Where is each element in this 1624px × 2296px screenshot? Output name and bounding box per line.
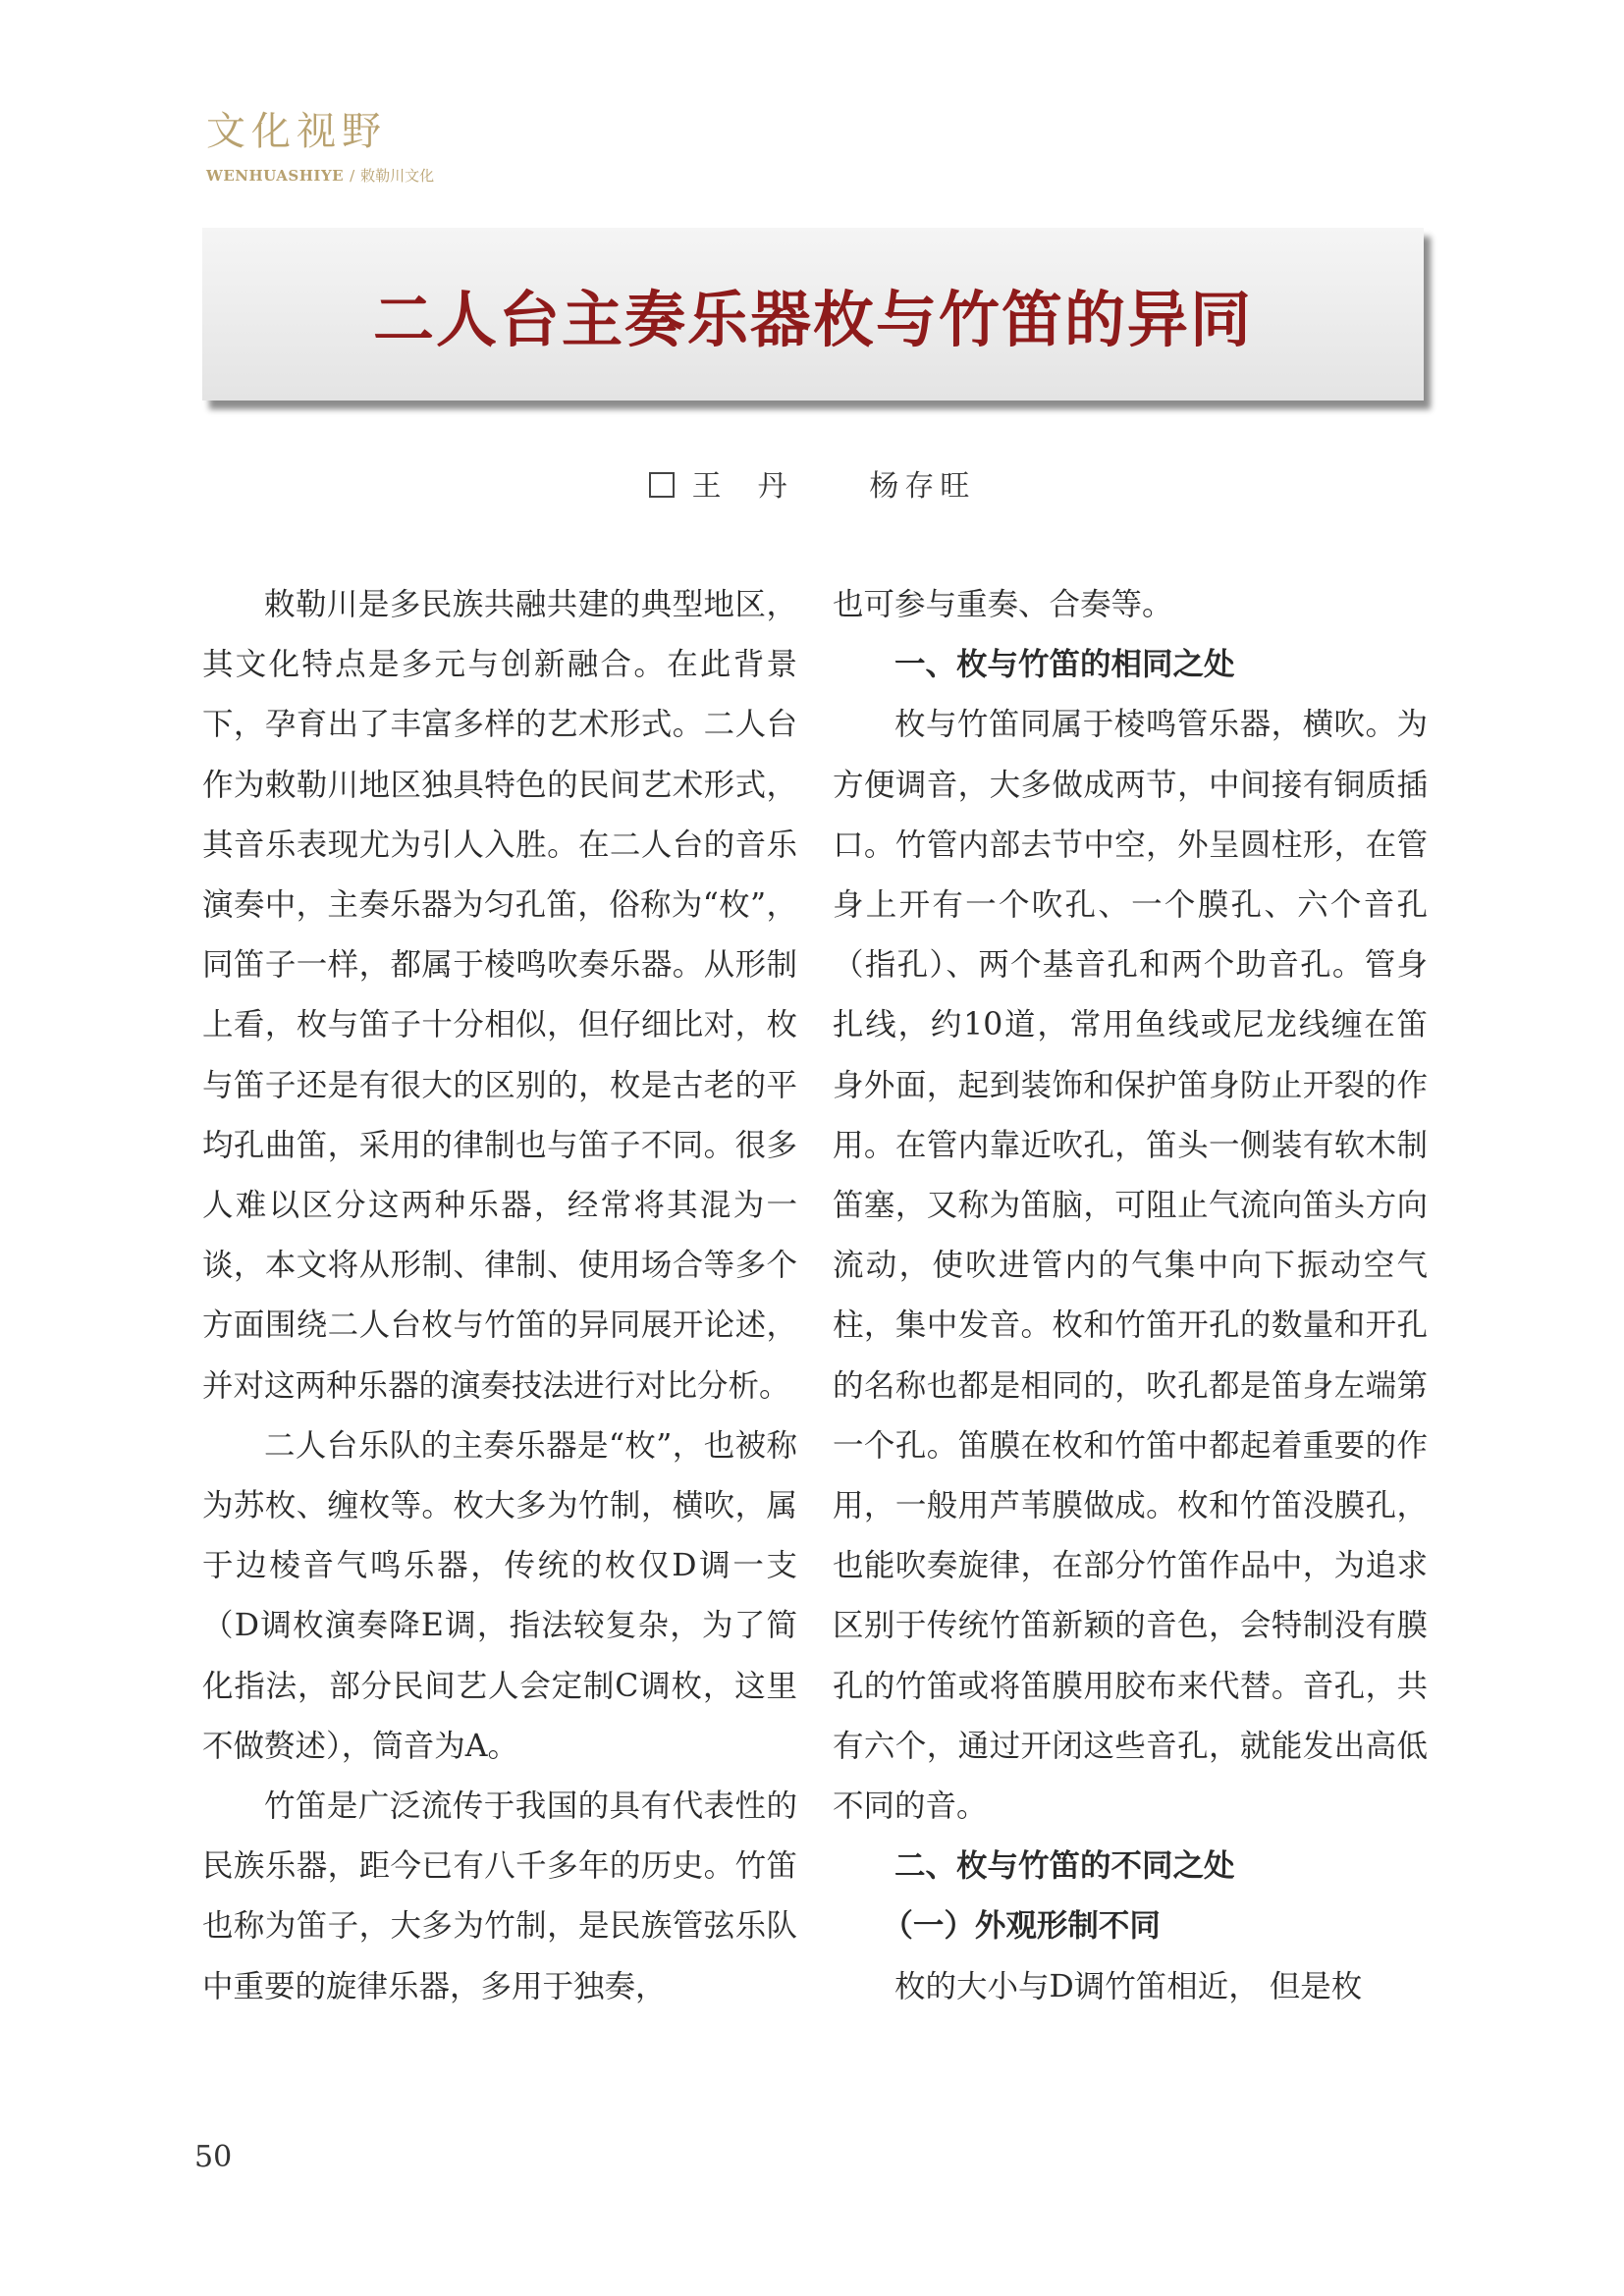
article-title: 二人台主奏乐器枚与竹笛的异同	[372, 283, 1253, 355]
right-column	[833, 575, 1428, 2017]
section-subtitle	[206, 165, 434, 186]
section-name: 文化视野	[206, 109, 387, 154]
section-header	[206, 109, 435, 186]
paragraph-intro: 敕勒川是多民族共融共建的典型地区，其文化特点是多元与创新融合。在此背景下，孕育出了丰富多样的艺术形式。二人台作为敕勒川地区独具特色的民间艺术形式，其音乐表现尤为引人入胜。在二人台的音乐演奏中，主奏乐器为匀孔笛，俗称为“枚”，同笛子一样，都属于棱鸣吹奏乐器。从形制上看，枚与笛子十分相似，但仔细比对，枚与笛子还是有很大的区别的，枚是古老的平均孔曲笛，采用的律制也与笛子不同。很多人难以区分这两种乐器，经常将其混为一谈，本文将从形制、律制、使用场合等多个方面围绕二人台枚与竹笛的异同展开论述，并对这两种乐器的演奏技法进行对比分析。	[202, 587, 797, 1404]
section-subtitle-cn: 敕勒川文化	[360, 167, 435, 185]
paragraph-similarities: 枚与竹笛同属于棱鸣管乐器，横吹。为方便调音，大多做成两节，中间接有铜质插口。竹管内部去节中空，外呈圆柱形，在管身上开有一个吹孔、一个膜孔、六个音孔（指孔）、两个基音孔和两个助音孔。管身扎线，约10道，常用鱼线或尼龙线缠在笛身外面，起到装饰和保护笛身防止开裂的作用。在管内靠近吹孔，笛头一侧装有软木制笛塞，又称为笛脑，可阻止气流向笛头方向流动，使吹进管内的气集中向下振动空气柱，集中发音。枚和竹笛开孔的数量和开孔的名称也都是相同的，吹孔都是笛身左端第一个孔。笛膜在枚和竹笛中都起着重要的作用，一般用芦苇膜做成。枚和竹笛没膜孔，也能吹奏旋律，在部分竹笛作品中，为追求区别于传统竹笛新颖的音色，会特制没有膜孔的竹笛或将笛膜用胶布来代替。音孔，共有六个，通过开闭这些音孔，就能发出高低不同的音。	[833, 707, 1428, 1825]
page-number: 50	[194, 2140, 233, 2174]
left-column	[202, 575, 797, 2017]
paragraph-mei: 二人台乐队的主奏乐器是“枚”，也被称为苏枚、缠枚等。枚大多为竹制，横吹，属于边棱音气鸣乐器，传统的枚仅D调一支（D调枚演奏降E调，指法较复杂，为了简化指法，部分民间艺人会定制C调枚，这里不做赘述），筒音为A。	[202, 1427, 797, 1764]
section-subtitle-en: WENHUASHIYE	[206, 167, 345, 185]
paragraph-continuation: 也可参与重奏、合奏等。	[833, 587, 1173, 622]
paragraph-appearance: 枚的大小与D调竹笛相近， 但是枚	[894, 1968, 1363, 2004]
heading-differences: 二、枚与竹笛的不同之处	[894, 1848, 1235, 1885]
paragraph-zhudi: 竹笛是广泛流传于我国的具有代表性的民族乐器，距今已有八千多年的历史。竹笛也称为笛子，大多为竹制，是民族管弦乐队中重要的旋律乐器，多用于独奏，	[202, 1789, 797, 2004]
title-box	[202, 228, 1424, 400]
author-line	[0, 461, 1624, 505]
author-names: 王 丹 杨存旺	[691, 469, 976, 504]
heading-appearance: （一）外观形制不同	[882, 1908, 1161, 1945]
section-subtitle-slash: /	[350, 167, 355, 185]
heading-similarities: 一、枚与竹笛的相同之处	[894, 647, 1235, 683]
square-bullet-icon	[649, 472, 675, 498]
